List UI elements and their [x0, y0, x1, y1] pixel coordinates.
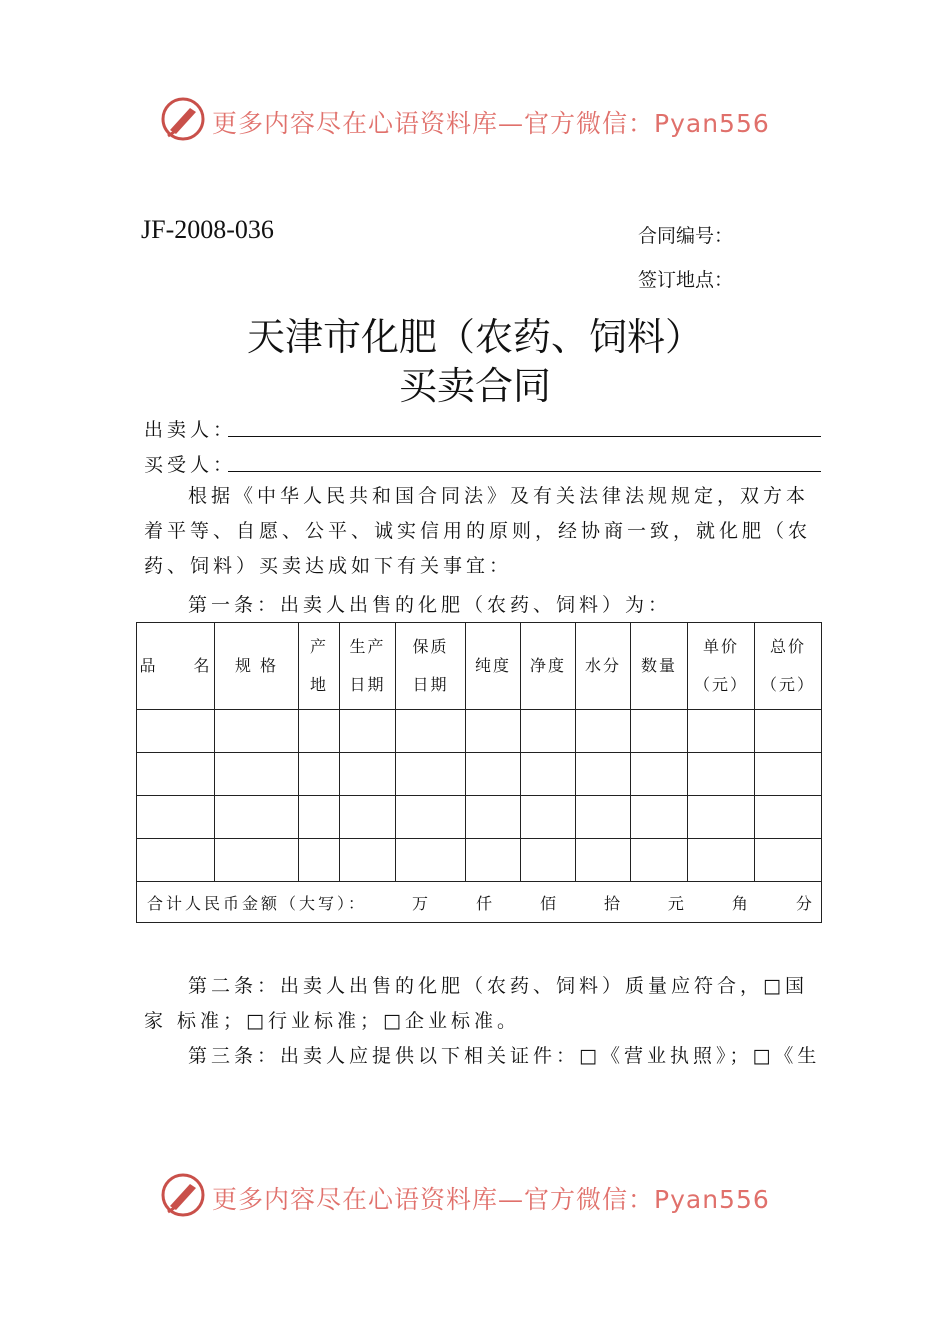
header-unit-price: 单价 （元）	[688, 623, 755, 710]
product-table	[136, 622, 822, 923]
seller-label: 出卖人：	[144, 419, 237, 441]
unit-jiao: 角	[731, 893, 751, 913]
contract-number-label: 合同编号：	[638, 225, 734, 247]
unit-wan: 万	[411, 893, 431, 913]
header-cleanliness: 净度	[521, 623, 576, 710]
seller-line	[228, 414, 821, 437]
header-moisture: 水分	[576, 623, 631, 710]
banner-text: 更多内容尽在心语资料库—官方微信：Pyan556	[212, 1185, 770, 1214]
total-amount-cell	[137, 882, 822, 923]
header-total-price: 总价 （元）	[755, 623, 822, 710]
header-spec: 规 格	[215, 623, 299, 710]
header-production-date: 生产 日期	[340, 623, 396, 710]
header-name: 品 名	[137, 623, 215, 710]
buyer-line	[228, 449, 821, 472]
banner-text: 更多内容尽在心语资料库—官方微信：Pyan556	[212, 109, 770, 138]
table-row	[137, 753, 822, 796]
header-purity: 纯度	[466, 623, 521, 710]
unit-shi: 拾	[603, 893, 623, 913]
table-row	[137, 796, 822, 839]
header-quantity: 数量	[631, 623, 688, 710]
page-subtitle: 买卖合同	[398, 364, 551, 408]
page-title: 天津市化肥（农药、饲料）	[246, 315, 703, 359]
header-shelf-life: 保质 日期	[396, 623, 466, 710]
unit-qian: 仟	[475, 893, 495, 913]
banner-top	[160, 96, 800, 146]
header-origin: 产 地	[299, 623, 340, 710]
table-total-row	[137, 882, 822, 923]
unit-yuan: 元	[667, 893, 687, 913]
buyer-label: 买受人：	[144, 454, 237, 476]
table-header-row	[137, 623, 822, 710]
total-amount-label: 合计人民币金额（大写）：	[147, 893, 368, 913]
article-1: 第一条：出卖人出售的化肥（农药、饲料）为：	[188, 594, 672, 616]
pen-logo-icon	[160, 96, 206, 142]
table-row	[137, 710, 822, 753]
preamble-paragraph: 根据《中华人民共和国合同法》及有关法律法规规定，双方本着平等、自愿、公平、诚实信用的原则，经协商一致，就化肥（农药、饲料）买卖达成如下有关事宜：	[144, 485, 812, 577]
signing-place-label: 签订地点：	[638, 269, 734, 291]
banner-bottom	[160, 1172, 800, 1222]
document-code: JF-2008-036	[141, 215, 274, 244]
article-3: 第三条：出卖人应提供以下相关证件：□《营业执照》；□《生	[188, 1045, 821, 1067]
pen-logo-icon	[160, 1172, 206, 1218]
unit-fen: 分	[795, 893, 815, 913]
table-row	[137, 839, 822, 882]
unit-bai: 佰	[539, 893, 559, 913]
article-2: 第二条：出卖人出售的化肥（农药、饲料）质量应符合，□国家 标准；□行业标准；□企业标准。	[144, 975, 808, 1032]
